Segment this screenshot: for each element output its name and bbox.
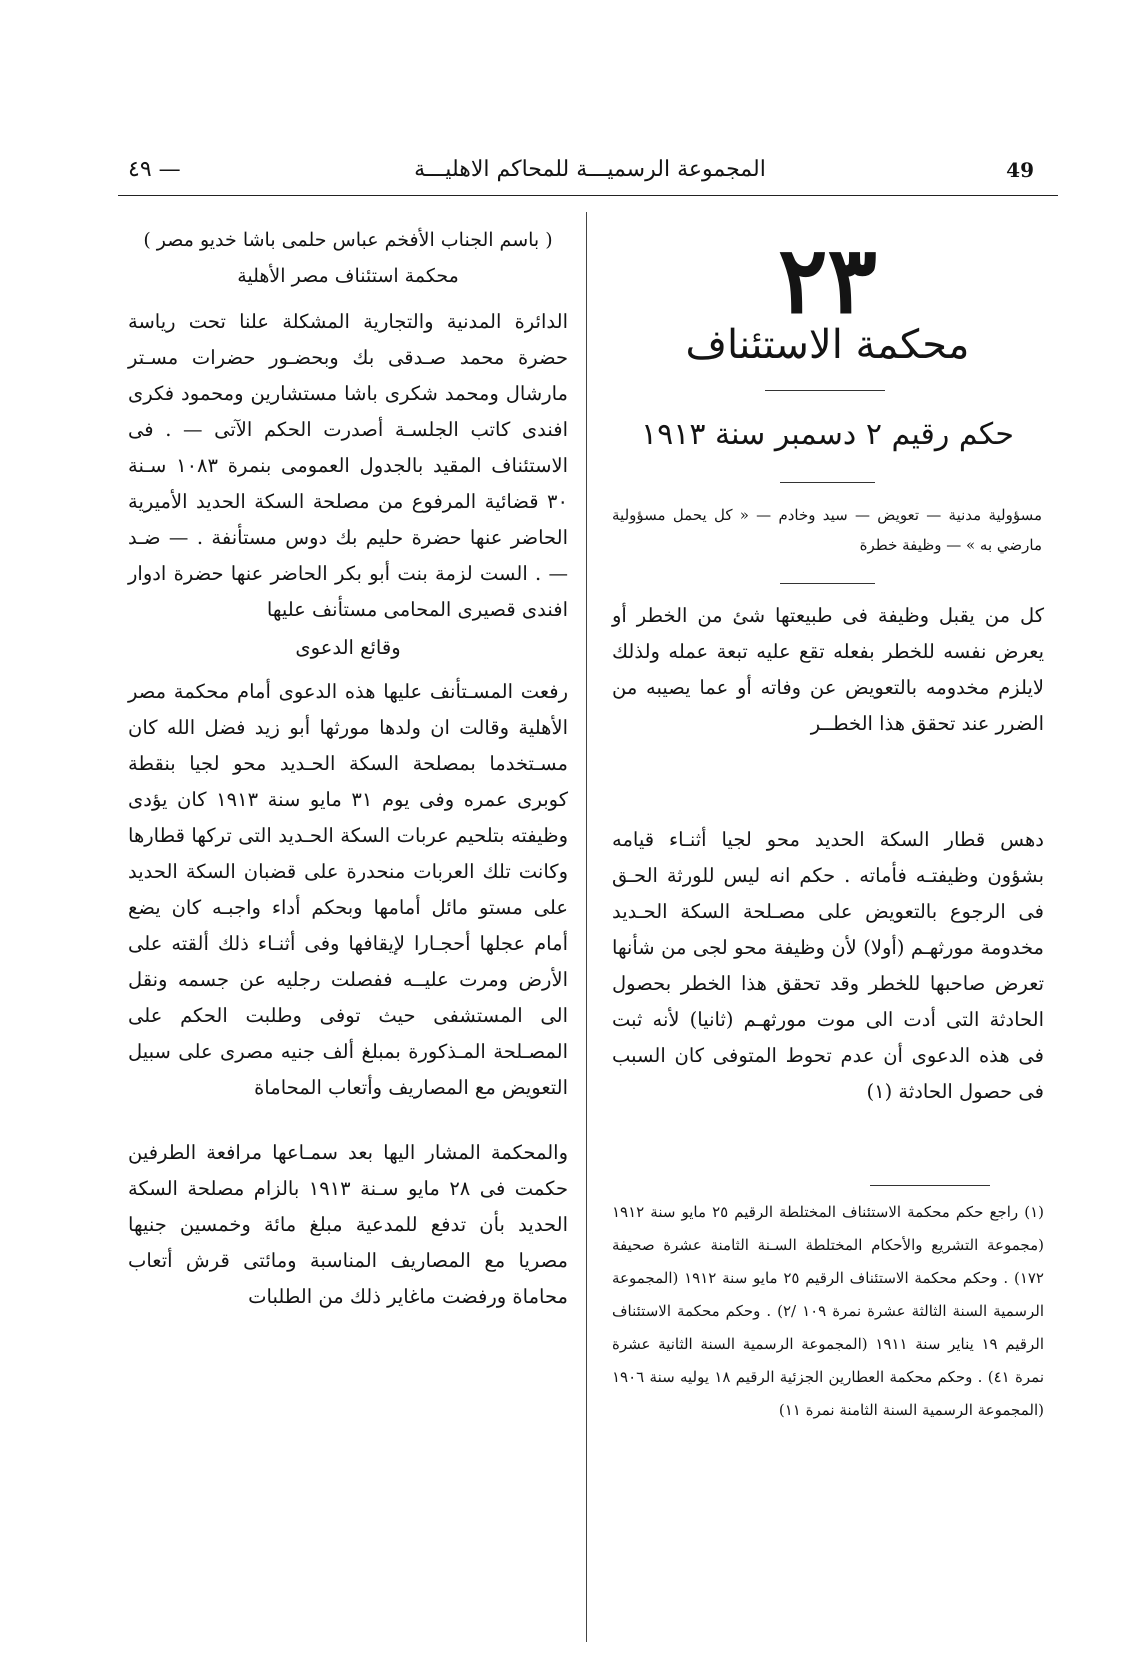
decision-text: والمحكمة المشار اليها بعد سمـاعها مرافعة الطرفين حكمت فى ٢٨ مايو سـنة ١٩١٣ بالزام مصلحة السكة الحديد بأن تدفع للمدعية مبلغ مائة وخمسين جنيها مصريا مع المصاريف المناسبة ومائتى قرش أتعاب محاماة ورفضت ماغاير ذلك من الطلبات xyxy=(128,1141,569,1308)
court-name: محكمة استئناف مصر الأهلية xyxy=(237,265,459,287)
case-summary xyxy=(612,822,1044,1110)
court-title: محكمة الاستئناف xyxy=(685,322,970,368)
keywords-rule-top xyxy=(780,482,875,483)
invocation: ( باسم الجناب الأفخم عباس حلمى باشا خديو مصر ) xyxy=(143,229,553,251)
column-divider xyxy=(586,212,587,1642)
title-rule xyxy=(765,390,885,391)
summary-text: دهس قطار السكة الحديد محو لجيا أثنـاء قيامه بشؤون وظيفتـه فأماته . حكم انه ليس للورثة الحـق فى الرجوع بالتعويض على مصـلحة السكة الحـديد مخدومة مورثهـم (أولا) لأن وظيفة محو لجى من شأنها تعرض صاحبها للخطر وقد تحقق هذا الخطر بحصول الحادثة التى أدت الى موت مورثهـم (ثانيا) لأنه ثبت فى هذه الدعوى أن عدم تحوط المتوفى كان السبب فى حصول الحادثة (١) xyxy=(612,828,1044,1103)
keywords-rule-bottom xyxy=(780,583,875,584)
preamble-text: الدائرة المدنية والتجارية المشكلة علنا تحت رياسة حضرة محمد صـدقى بك وبحضـور حضرات مسـتر مارشال ومحمد شكرى باشا مستشارين ومحمود فكرى افندى كاتب الجلسـة أصدرت الحكم الآتى — . فى الاستئناف المقيد بالجدول العمومى بنمرة ١٠٨٣ سـنة ٣٠ قضائية المرفوع من مصلحة السكة الحديد الأميرية الحاضر عنها حضرة حليم بك دوس مستأنفة . — ضـد — . الست لزمة بنت أبو بكر الحاضر عنها حضرة ادوار افندى قصيرى المحامى مستأنف عليها xyxy=(128,310,568,621)
footnote: (١) راجع حكم محكمة الاستئناف المختلطة الرقيم ٢٥ مايو سنة ١٩١٢ (مجموعة التشريع والأحكام المختلطة السـنة الثامنة عشرة صحيفة ١٧٢) . وحكم محكمة الاستئناف الرقيم ٢٥ مايو سنة ١٩١٢ (المجموعة الرسمية السنة الثالثة عشرة نمرة ١٠٩ /٢) . وحكم محكمة الاستئناف الرقيم ١٩ يناير سنة ١٩١١ (المجموعة الرسمية السنة الثانية عشرة نمرة ٤١) . وحكم محكمة العطارين الجزئية الرقيم ١٨ يوليه سنة ١٩٠٦ (المجموعة الرسمية السنة الثامنة نمرة ١١) xyxy=(612,1203,1044,1419)
decision-section xyxy=(128,1135,568,1315)
preamble xyxy=(128,304,568,628)
page-number-latin: 49 xyxy=(1006,158,1034,182)
judgment-title: حكم رقيم ٢ دسمبر سنة ١٩١٣ xyxy=(641,417,1014,452)
legal-principle xyxy=(612,598,1044,742)
case-number: ٢٣ xyxy=(778,226,877,334)
keywords: مسؤولية مدنية — تعويض — سيد وخادم — « كل يحمل مسؤولية مارضي به » — وظيفة خطرة xyxy=(612,506,1042,554)
principle-text: كل من يقبل وظيفة فى طبيعتها شئ من الخطر أو يعرض نفسه للخطر بفعله تقع عليه تبعة عمله ولذلك لايلزم مخدومه بالتعويض عن وفاته أو عما يصيبه من الضرر عند تحقق هذا الخطــر xyxy=(612,604,1044,735)
header-rule xyxy=(118,195,1058,196)
facts-heading: وقائع الدعوى xyxy=(295,636,401,659)
facts-section xyxy=(128,674,568,1106)
facts-text: رفعت المسـتأنف عليها هذه الدعوى أمام محكمة مصر الأهلية وقالت ان ولدها مورثها أبو زيد فضل الله كان مسـتخدما بمصلحة السكة الحـديد محو لجيا بنقطة كوبرى عمره وفى يوم ٣١ مايو سنة ١٩١٣ كان يؤدى وظيفته بتلحيم عربات السكة الحـديد التى تركها قطارها وكانت تلك العربات منحدرة على قضبان السكة الحديد على مستو مائل أمامها وبحكم أداء واجبـه كان يضع أمام عجلها أحجـارا لإيقافها وفى أثنـاء ذلك ألقته على الأرض ومرت عليــه ففصلت رجليه عن جسمه ونقل الى المستشفى حيث توفى وطلبت الحكم على المصـلحة المـذكورة بمبلغ ألف جنيه مصرى على سبيل التعويض مع المصاريف وأتعاب المحاماة xyxy=(128,680,568,1099)
footnote-rule xyxy=(870,1185,990,1186)
page-number-arabic: — ٤٩ xyxy=(128,157,181,182)
running-title: المجموعة الرسميـــة للمحاكم الاهليـــة xyxy=(414,157,766,182)
